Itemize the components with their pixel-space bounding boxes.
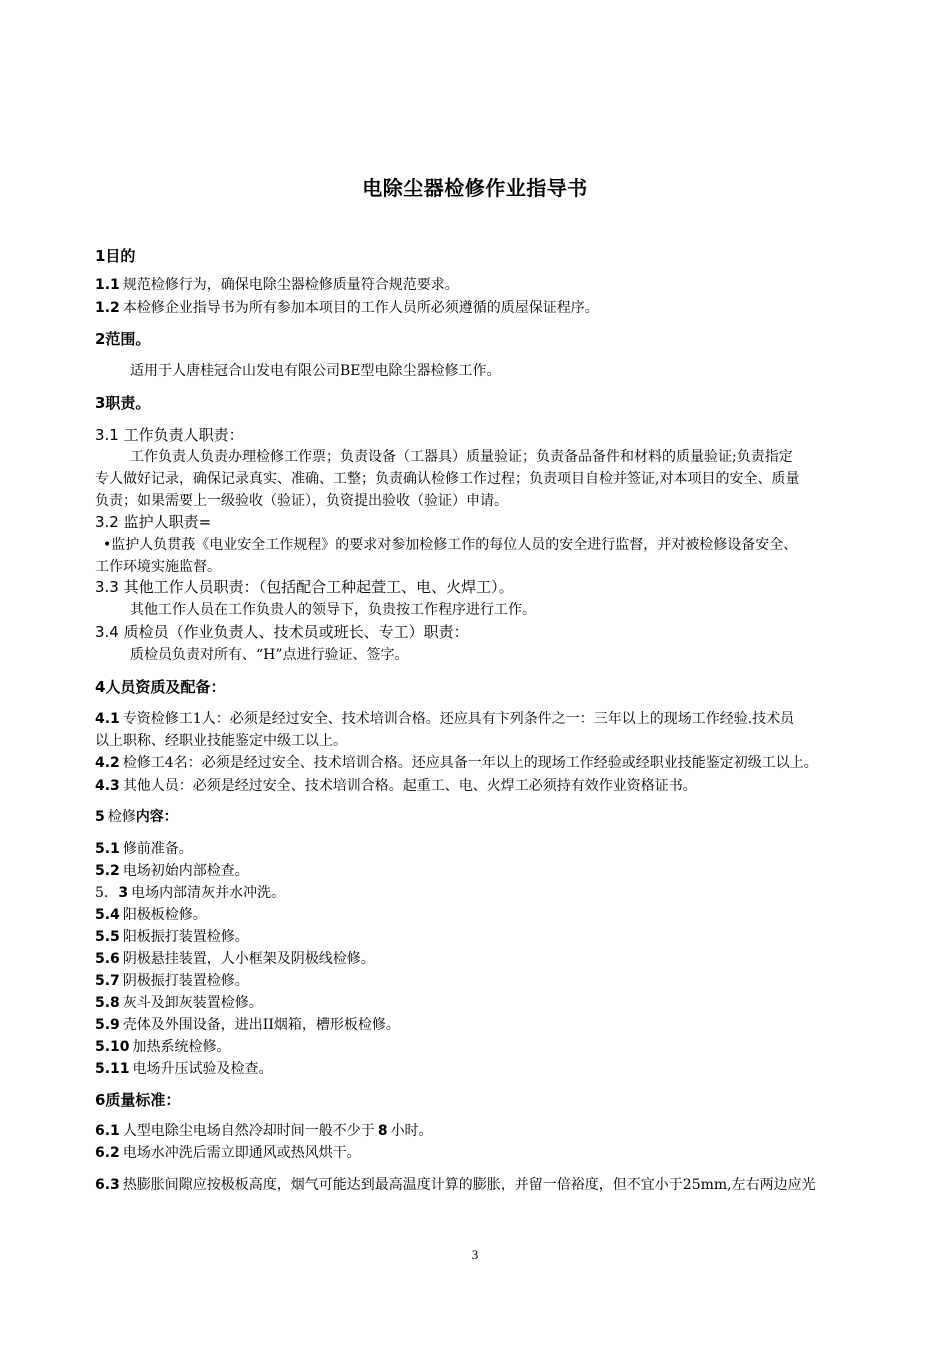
item-number: 6.1 (95, 1123, 120, 1139)
item-text: 人型电除尘电场自然冷却时间一般不少于 (122, 1123, 375, 1139)
section-1-heading: 1目的 (95, 247, 136, 265)
section-3-3-heading: 3.3 其他工作人员职责：（包括配合工种起萱工、电、火焊工）。 (95, 578, 514, 596)
section-3-2-line-1: •监护人负贯莪《电业安全工作规程》的要求对参加检修工作的每位人员的安全进行监督，并对被检修设备安全、 (103, 537, 798, 553)
item-4-3 (95, 777, 697, 795)
item-text: 规范检修行为，确保电除尘器检修质量符合规范要求。 (122, 277, 459, 293)
item-text: 检修工4名：必须是经过安全、技术培训合格。还应具备一年以上的现场工作经验或经职业技能鉴定初级工以上。 (122, 755, 818, 771)
item-5-10 (95, 1038, 231, 1056)
item-value: 8 (377, 1123, 388, 1139)
item-5-1 (95, 840, 193, 858)
item-5-7 (95, 972, 249, 990)
section-3-1-heading: 3.1 工作负责人职责： (95, 426, 244, 444)
item-number: 5.9 (95, 1017, 120, 1033)
item-4-2 (95, 754, 818, 772)
item-number: 5.4 (95, 907, 120, 923)
item-text: 电场初始内部检查。 (122, 863, 249, 879)
item-6-1 (95, 1122, 433, 1140)
item-number: 3 (118, 885, 129, 901)
item-text: 阳板振打装置检修。 (122, 929, 249, 945)
item-5-11 (95, 1060, 273, 1078)
item-number: 5.2 (95, 863, 120, 879)
item-text: 本检修企业指导书为所有参加本项目的工作人员所必须遵循的质屋保证程序。 (122, 300, 599, 316)
section-3-3-text: 其他工作人员在工作负贵人的领导下，负贵按工作程序进行工作。 (130, 602, 536, 618)
section-3-1-line-1: 工作负责人负责办理检修工作票；负责设备（工器具）质量验证；负责备品备件和材料的质量验证;负责指定 (130, 449, 793, 465)
section-3-heading: 3职责。 (95, 394, 151, 412)
item-number: 5.7 (95, 973, 120, 989)
item-text: 其他人员：必须是经过安全、技术培训合格。起重工、电、火焊工必须持有效作业资格证书。 (122, 778, 697, 794)
section-2-text: 适用于人唐桂冠合山发电有限公司BE型电除尘器检修工作。 (130, 363, 501, 379)
item-text: 专资检修工1人：必须是经过安全、技术培训合格。还应具有卞列条件之一：三年以上的现场工作经验.技术员 (122, 711, 795, 727)
section-3-2-line-2: 工作环境实施监督。 (95, 559, 221, 575)
section-5-heading (95, 808, 178, 826)
item-number: 4.1 (95, 711, 120, 727)
item-text: 电场水冲洗后需立即通风或热风烘干。 (122, 1145, 361, 1161)
item-5-8 (95, 994, 263, 1012)
item-text: 壳体及外围设备，进出II烟箱，槽形板检修。 (122, 1017, 400, 1033)
item-number-prefix: 5. (95, 885, 109, 901)
item-text: 修前准备。 (122, 841, 193, 857)
section-5-number: 5 (95, 809, 105, 825)
item-5-6 (95, 950, 375, 968)
item-number: 1.1 (95, 277, 120, 293)
item-number: 6.3 (95, 1177, 120, 1193)
item-5-5 (95, 928, 249, 946)
item-text-end: 小时。 (390, 1123, 433, 1139)
item-number: 6.2 (95, 1145, 120, 1161)
item-6-3 (95, 1176, 816, 1194)
item-1-2 (95, 299, 599, 317)
item-text: 阴极振打装置检修。 (122, 973, 249, 989)
item-text: 阴极悬挂装置，人小框架及阴极线检修。 (122, 951, 375, 967)
section-6-heading: 6质量标准： (95, 1091, 181, 1109)
item-text: 加热系统检修。 (132, 1039, 231, 1055)
section-5-heading-a: 检修 (107, 809, 136, 825)
item-4-1-continued: 以上职称、经职业技能鉴定中级工以上。 (95, 733, 347, 749)
item-number: 5.10 (95, 1039, 130, 1055)
item-text: 电场内部清灰并水冲洗。 (131, 885, 286, 901)
item-number: 1.2 (95, 300, 120, 316)
item-5-3 (95, 884, 285, 902)
item-number: 4.2 (95, 755, 120, 771)
item-1-1 (95, 276, 459, 294)
item-text: 电场升压试验及检查。 (132, 1061, 273, 1077)
page-number: 3 (471, 1247, 479, 1262)
item-number: 5.6 (95, 951, 120, 967)
section-3-2-heading: 3.2 监护人职责= (95, 513, 212, 531)
item-5-2 (95, 862, 249, 880)
item-number: 5.1 (95, 841, 120, 857)
item-text: 阳极板检修。 (122, 907, 207, 923)
item-text: 灰斗及卸灰装置检修。 (122, 995, 263, 1011)
item-number: 5.5 (95, 929, 120, 945)
item-5-4 (95, 906, 207, 924)
item-number: 5.11 (95, 1061, 130, 1077)
section-3-4-heading: 3.4 质检员（作业负责人、技术员或班长、专工）职责： (95, 623, 469, 641)
item-4-1 (95, 710, 794, 728)
item-number: 5.8 (95, 995, 120, 1011)
section-5-heading-b: 内容： (135, 809, 178, 825)
section-2-heading: 2范围。 (95, 330, 151, 348)
section-3-1-line-2: 专人做好记录，确保记录真实、准确、工整；负责确认检修工作过程；负责项目自检并签证,对本项目的安全、质量 (95, 471, 800, 487)
item-text: 热膨胀间隙应按极板高度，烟气可能达到最高温度计算的膨胀，并留一倍裕度，但不宜小于25mm,左右两边应光 (122, 1177, 816, 1193)
document-title: 电除尘器检修作业指导书 (362, 176, 588, 200)
section-3-4-text: 质检员负责对所有、“H”点进行验证、签字。 (130, 647, 409, 663)
section-4-heading: 4人员资质及配备： (95, 678, 226, 696)
item-number: 4.3 (95, 778, 120, 794)
item-5-9 (95, 1016, 400, 1034)
section-3-1-line-3: 负责；如果需要上一级验收（验证），负资提出验收（验证）申请。 (95, 493, 508, 509)
item-6-2 (95, 1144, 361, 1162)
